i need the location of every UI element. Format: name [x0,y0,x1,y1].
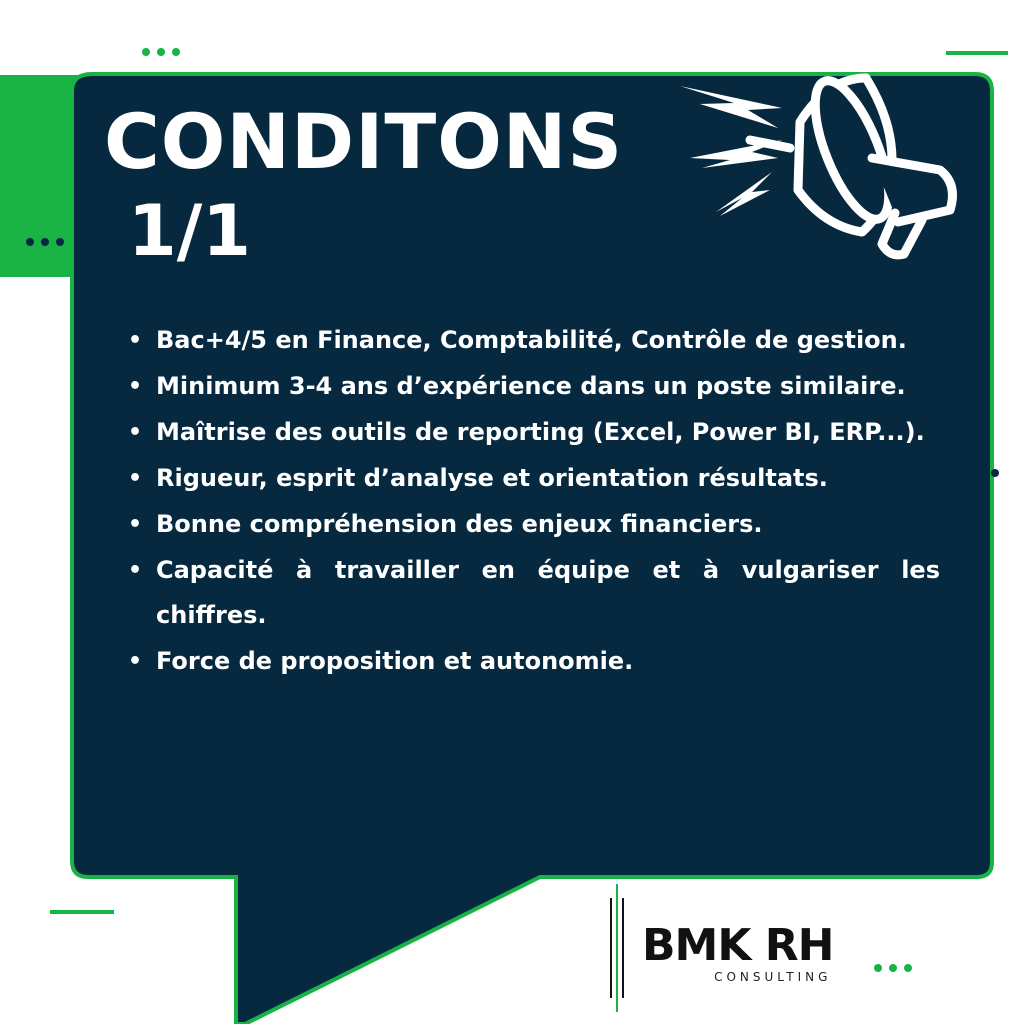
title-line-2: 1/1 [128,190,251,272]
bullet-icon: • [128,420,143,445]
logo-subtitle: CONSULTING [714,970,832,984]
bullet-icon: • [128,466,143,491]
list-item [126,548,940,638]
bullet-icon: • [128,649,143,674]
deco-dots-top [142,48,180,56]
edge-dot [991,469,999,477]
list-item-text: Bac+4/5 en Finance, Comptabilité, Contrôle de gestion. [156,326,907,354]
list-item [126,318,940,363]
green-accent-block [0,75,82,277]
list-item-text: Bonne compréhension des enjeux financiers. [156,510,763,538]
list-item [126,410,940,455]
conditions-list [126,318,940,685]
list-item [126,639,940,684]
bullet-icon: • [128,558,143,583]
list-item [126,364,940,409]
list-item [126,502,940,547]
bullet-icon: • [128,512,143,537]
bullet-icon: • [128,328,143,353]
list-item-text: Capacité à travailler en équipe et à vulgariser les chiffres. [156,556,940,629]
list-item-text: Maîtrise des outils de reporting (Excel, Power BI, ERP...). [156,418,925,446]
list-item-text: Force de proposition et autonomie. [156,647,634,675]
list-item-text: Minimum 3-4 ans d’expérience dans un poste similaire. [156,372,906,400]
deco-dots-left [26,238,64,246]
title-line-1: CONDITONS [104,97,624,186]
company-logo [642,920,834,984]
deco-dots-bottom [874,964,912,972]
list-item [126,456,940,501]
page-title [104,97,624,272]
bullet-icon: • [128,374,143,399]
logo-name: BMK RH [642,920,834,971]
list-item-text: Rigueur, esprit d’analyse et orientation résultats. [156,464,828,492]
